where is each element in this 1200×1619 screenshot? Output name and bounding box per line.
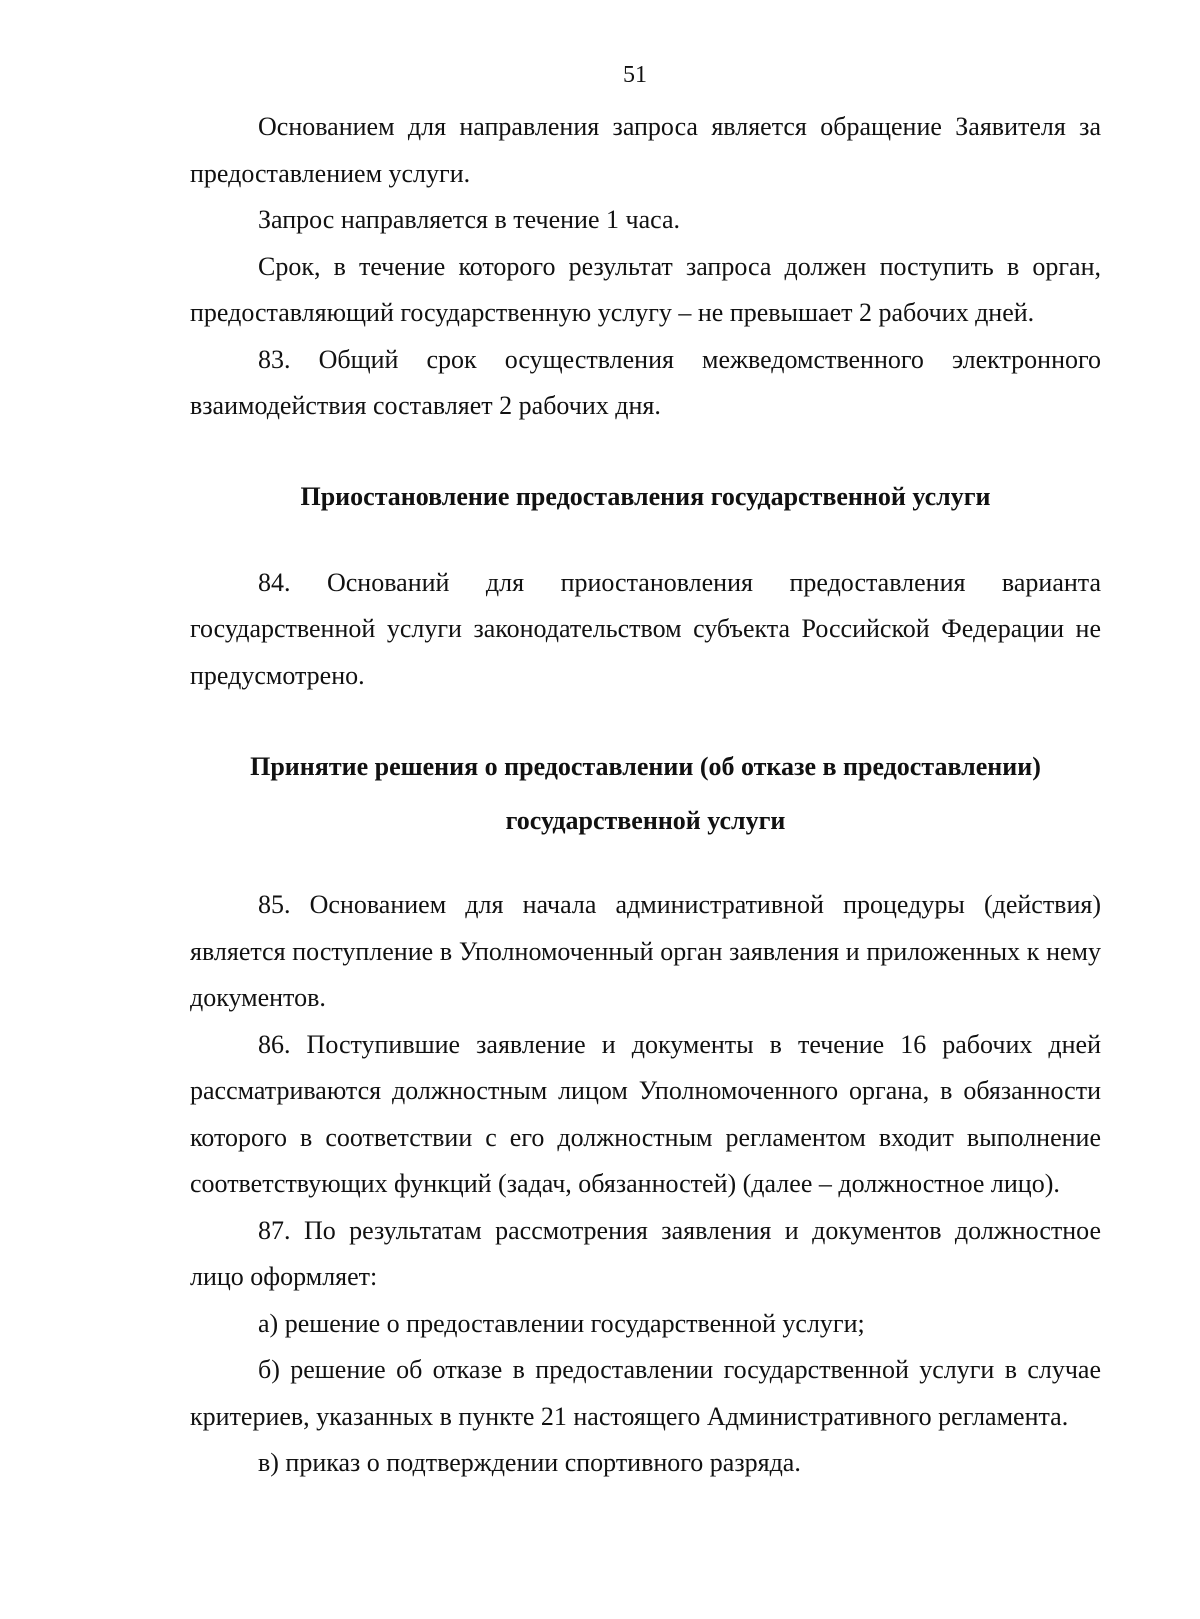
section-heading-suspension: Приостановление предоставления государственной услуги: [300, 481, 991, 511]
paragraph-85: 85. Основанием для начала административной процедуры (действия) является поступление в Уполномоченный орган заявления и приложенных к нему документов.: [190, 890, 1101, 1012]
list-item-v: в) приказ о подтверждении спортивного разряда.: [258, 1448, 801, 1477]
list-item-b: б) решение об отказе в предоставлении государственной услуги в случае критериев, указанных в пункте 21 настоящего Административного регламента.: [190, 1355, 1101, 1431]
section-heading-decision-line-1: Принятие решения о предоставлении (об отказе в предоставлении): [250, 752, 1041, 781]
section-heading-decision-line-2: государственной услуги: [505, 806, 786, 835]
paragraph-87: 87. По результатам рассмотрения заявления и документов должностное лицо оформляет:: [190, 1215, 1101, 1291]
page-number: 51: [623, 62, 647, 88]
list-item-a: а) решение о предоставлении государственной услуги;: [258, 1308, 865, 1338]
paragraph-request-time: Запрос направляется в течение 1 часа.: [258, 205, 681, 234]
paragraph-request-basis: Основанием для направления запроса является обращение Заявителя за предоставлением услуги.: [190, 112, 1101, 188]
paragraph-response-deadline: Срок, в течение которого результат запроса должен поступить в орган, предоставляющий государственную услугу – не превышает 2 рабочих дней.: [190, 251, 1101, 327]
document-body: [190, 104, 1101, 1487]
paragraph-86: 86. Поступившие заявление и документы в течение 16 рабочих дней рассматриваются должностным лицом Уполномоченного органа, в обязанности которого в соответствии с его должностным регламентом входит выполнение соответствующих функций (задач, обязанностей) (далее – должностное лицо).: [190, 1029, 1101, 1198]
paragraph-83: 83. Общий срок осуществления межведомственного электронного взаимодействия составляет 2 рабочих дня.: [190, 344, 1101, 420]
paragraph-84: 84. Оснований для приостановления предоставления варианта государственной услуги законодательством субъекта Российской Федерации не предусмотрено.: [190, 567, 1101, 690]
section-heading-decision: [190, 740, 1101, 848]
